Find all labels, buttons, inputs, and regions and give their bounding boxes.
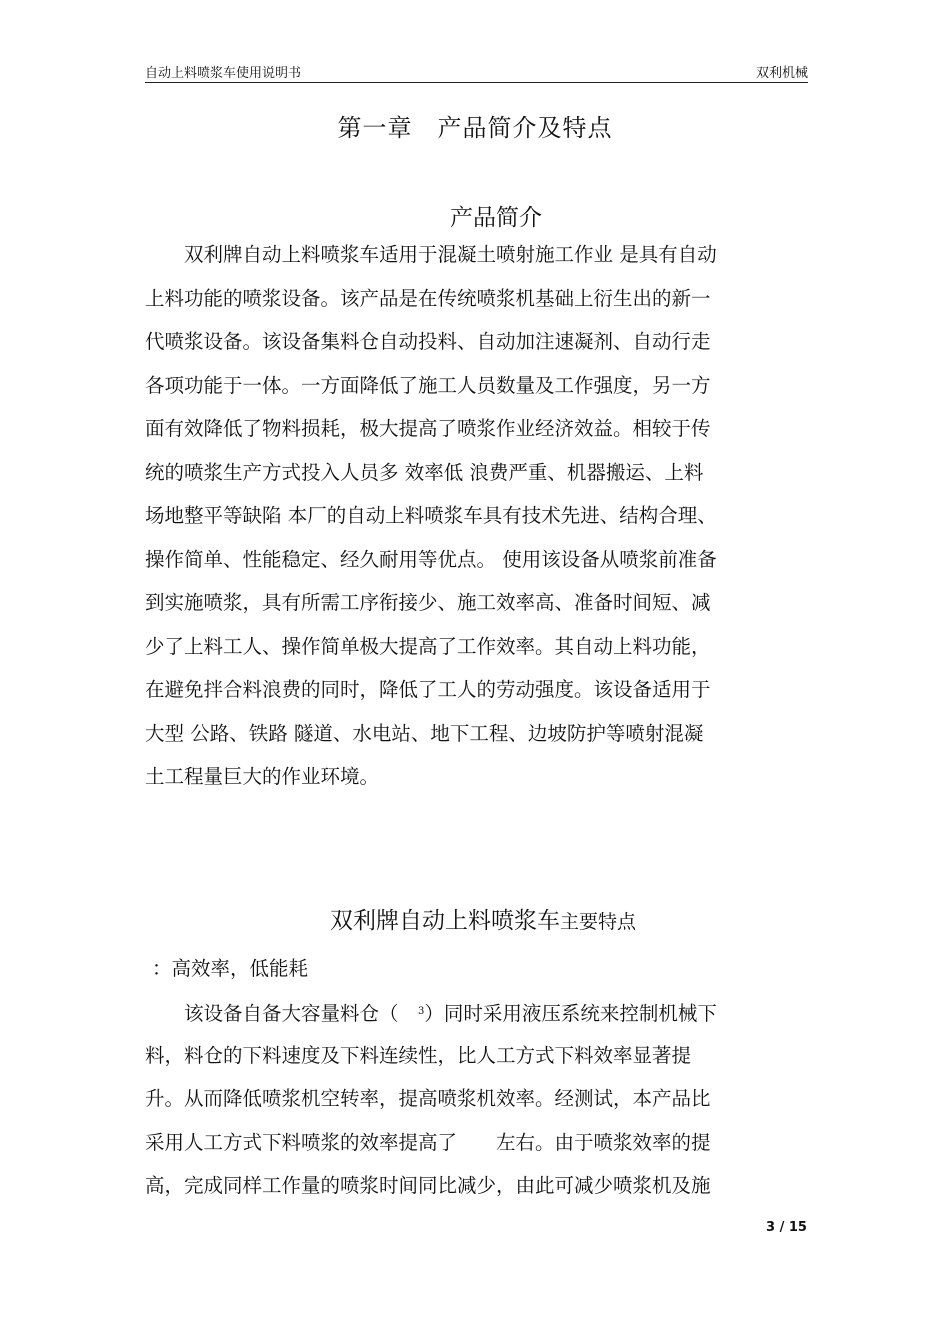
intro-line: 代喷浆设备。该设备集料仓自动投料、自动加注速凝剂、自动行走: [145, 330, 711, 353]
feature-line: 高，完成同样工作量的喷浆时间同比减少，由此可减少喷浆机及施: [145, 1174, 711, 1197]
header-left-title: 自动上料喷浆车使用说明书: [145, 66, 302, 81]
intro-line: 面有效降低了物料损耗，极大提高了喷浆作业经济效益。相较于传: [145, 417, 711, 440]
intro-line: 双利牌自动上料喷浆车适用于混凝土喷射施工作业 是具有自动: [145, 243, 717, 266]
intro-paragraph: [145, 233, 810, 799]
features-title: [330, 902, 636, 935]
intro-line: 在避免拌合料浪费的同时，降低了工人的劳动强度。该设备适用于: [145, 678, 711, 701]
intro-line: 各项功能于一体。一方面降低了施工人员数量及工作强度，另一方: [145, 373, 711, 397]
feature-line: 升。从而降低喷浆机空转率，提高喷浆机效率。经测试，本产品比: [145, 1087, 711, 1110]
page-number: 3 / 15: [766, 1220, 807, 1235]
intro-line: 统的喷浆生产方式投入人员多 效率低 浪费严重、机器搬运、上料: [145, 460, 704, 484]
feature-line: [145, 990, 810, 1034]
feature-line: 采用人工方式下料喷浆的效率提高了 左右。由于喷浆效率的提: [145, 1130, 711, 1154]
features-title-main: 双利牌自动上料喷浆车: [330, 908, 560, 934]
feature-line-start: 该设备自备大容量料仓（: [145, 1002, 419, 1025]
intro-line: 大型 公路、铁路 隧道、水电站、地下工程、边坡防护等喷射混凝: [145, 721, 704, 745]
feature-line-end: ）同时采用液压系统来控制机械下: [424, 1002, 717, 1025]
intro-line: 到实施喷浆，具有所需工序衔接少、施工效率高、准备时间短、减: [145, 591, 711, 614]
feature-item-heading: ：高效率，低能耗: [152, 957, 309, 980]
feature-paragraph: [145, 990, 810, 1208]
chapter-title: 第一章 产品简介及特点: [337, 114, 613, 142]
intro-line: 操作简单、性能稳定、经久耐用等优点。 使用该设备从喷浆前准备: [145, 547, 717, 571]
feature-line: 料，料仓的下料速度及下料连续性，比人工方式下料效率显著提: [145, 1043, 692, 1067]
section-title: 产品简介: [450, 205, 542, 231]
page-header: [145, 60, 808, 83]
features-title-suffix: 主要特点: [560, 911, 637, 933]
intro-line: 少了上料工人、操作简单极大提高了工作效率。其自动上料功能，: [145, 634, 711, 658]
feature-superscript: 3: [418, 1006, 425, 1017]
intro-line: 土工程量巨大的作业环境。: [145, 765, 380, 788]
header-right-company: 双利机械: [755, 66, 808, 81]
intro-line: 上料功能的喷浆设备。该产品是在传统喷浆机基础上衍生出的新一: [145, 286, 711, 310]
intro-line: 场地整平等缺陷 本厂的自动上料喷浆车具有技术先进、结构合理、: [145, 504, 717, 527]
